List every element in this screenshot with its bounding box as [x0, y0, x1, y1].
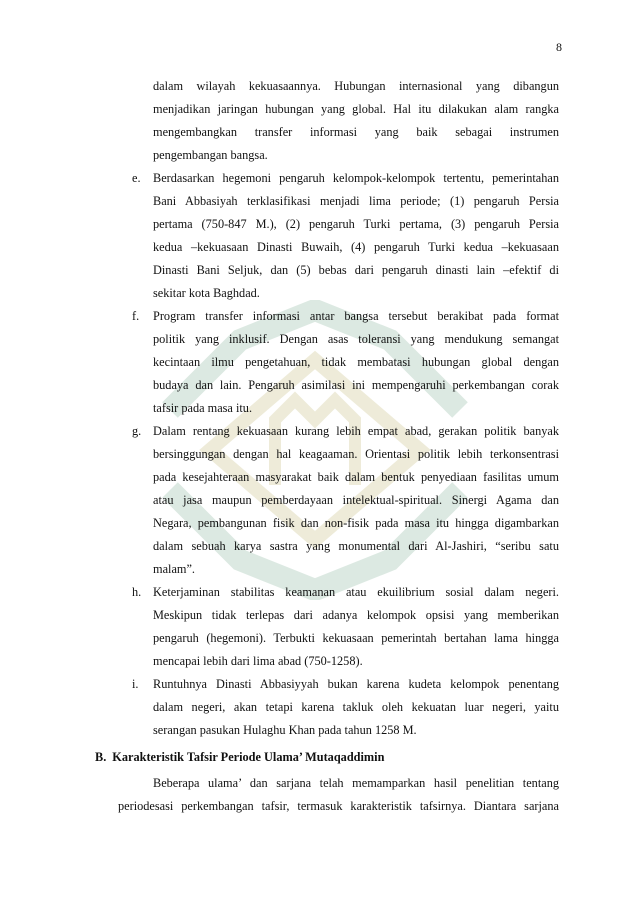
list-item-line: atau jasa maupun pemberdayaan intelektual-spiritual. Sinergi Agama dan	[153, 493, 559, 507]
body-text-line: menjadikan jaringan hubungan yang global. Hal itu dilakukan alam rangka	[153, 102, 559, 116]
list-item-line: Keterjaminan stabilitas keamanan atau ekuilibrium sosial dalam negeri.	[153, 585, 559, 599]
list-marker: h.	[132, 585, 142, 599]
list-marker: f.	[132, 309, 140, 323]
list-item-line: kecintaan ilmu pengetahuan, tidak membatasi hubungan global dengan	[153, 355, 559, 369]
list-item-line: pada kesejahteraan masyarakat baik dalam bentuk penyediaan fasilitas umum	[153, 470, 559, 484]
paragraph-line: Beberapa ulama’ dan sarjana telah memamparkan hasil penelitian tentang	[153, 776, 559, 790]
list-item-line: Negara, pembangunan fisik dan non-fisik pada masa itu hingga digambarkan	[153, 516, 559, 530]
paragraph-line: periodesasi perkembangan tafsir, termasuk karakteristik tafsirnya. Diantara sarjana	[118, 799, 559, 813]
list-item-line: mencapai lebih dari lima abad (750-1258).	[153, 654, 363, 668]
section-letter: B.	[95, 750, 107, 764]
list-item-line: Program transfer informasi antar bangsa tersebut berakibat pada format	[153, 309, 559, 323]
list-item-line: Dinasti Bani Seljuk, dan (5) bebas dari pengaruh dinasti lain –efektif di	[153, 263, 559, 277]
page-number: 8	[556, 40, 562, 54]
section-heading	[95, 749, 384, 765]
list-item-line: tafsir pada masa itu.	[153, 401, 253, 415]
list-item-line: kedua –kekuasaan Dinasti Buwaih, (4) pengaruh Turki kedua –kekuasaan	[153, 240, 559, 254]
list-item-line: bersinggungan dengan hal keagaaman. Orientasi politik lebih terkonsentrasi	[153, 447, 559, 461]
list-item-line: pertama (750-847 M.), (2) pengaruh Turki pertama, (3) pengaruh Persia	[153, 217, 559, 231]
list-item-line: dalam negeri, akan tetapi karena takluk oleh kekuatan luar negeri, yaitu	[153, 700, 559, 714]
list-marker: e.	[132, 171, 141, 185]
body-text-line: mengembangkan transfer informasi yang baik sebagai instrumen	[153, 125, 559, 139]
list-item-line: budaya dan lain. Pengaruh asimilasi ini mempengaruhi perkembangan corak	[153, 378, 559, 392]
list-item-line: politik yang inklusif. Dengan asas toleransi yang mendukung semangat	[153, 332, 559, 346]
list-item-line: Runtuhnya Dinasti Abbasiyyah bukan karena kudeta kelompok penentang	[153, 677, 559, 691]
list-item-line: serangan pasukan Hulaghu Khan pada tahun 1258 M.	[153, 723, 417, 737]
list-item-line: pengaruh (hegemoni). Terbukti kekuasaan pemerintah bertahan lama hingga	[153, 631, 559, 645]
body-text-line: dalam wilayah kekuasaannya. Hubungan internasional yang dibangun	[153, 79, 559, 93]
list-marker: i.	[132, 677, 139, 691]
list-item-line: sekitar kota Baghdad.	[153, 286, 260, 300]
list-item-line: dalam sebuah karya sastra yang monumental dari Al-Jashiri, “seribu satu	[153, 539, 559, 553]
list-item-line: Dalam rentang kekuasaan kurang lebih empat abad, gerakan politik banyak	[153, 424, 559, 438]
list-item-line: Meskipun tidak terlepas dari adanya kelompok opsisi yang memberikan	[153, 608, 559, 622]
list-item-line: Bani Abbasiyah terklasifikasi menjadi lima periode; (1) pengaruh Persia	[153, 194, 559, 208]
list-marker: g.	[132, 424, 142, 438]
list-item-line: Berdasarkan hegemoni pengaruh kelompok-kelompok tertentu, pemerintahan	[153, 171, 559, 185]
section-title: Karakteristik Tafsir Periode Ulama’ Mutaqaddimin	[112, 750, 385, 764]
list-item-line: malam”.	[153, 562, 195, 576]
body-text-line: pengembangan bangsa.	[153, 148, 268, 162]
